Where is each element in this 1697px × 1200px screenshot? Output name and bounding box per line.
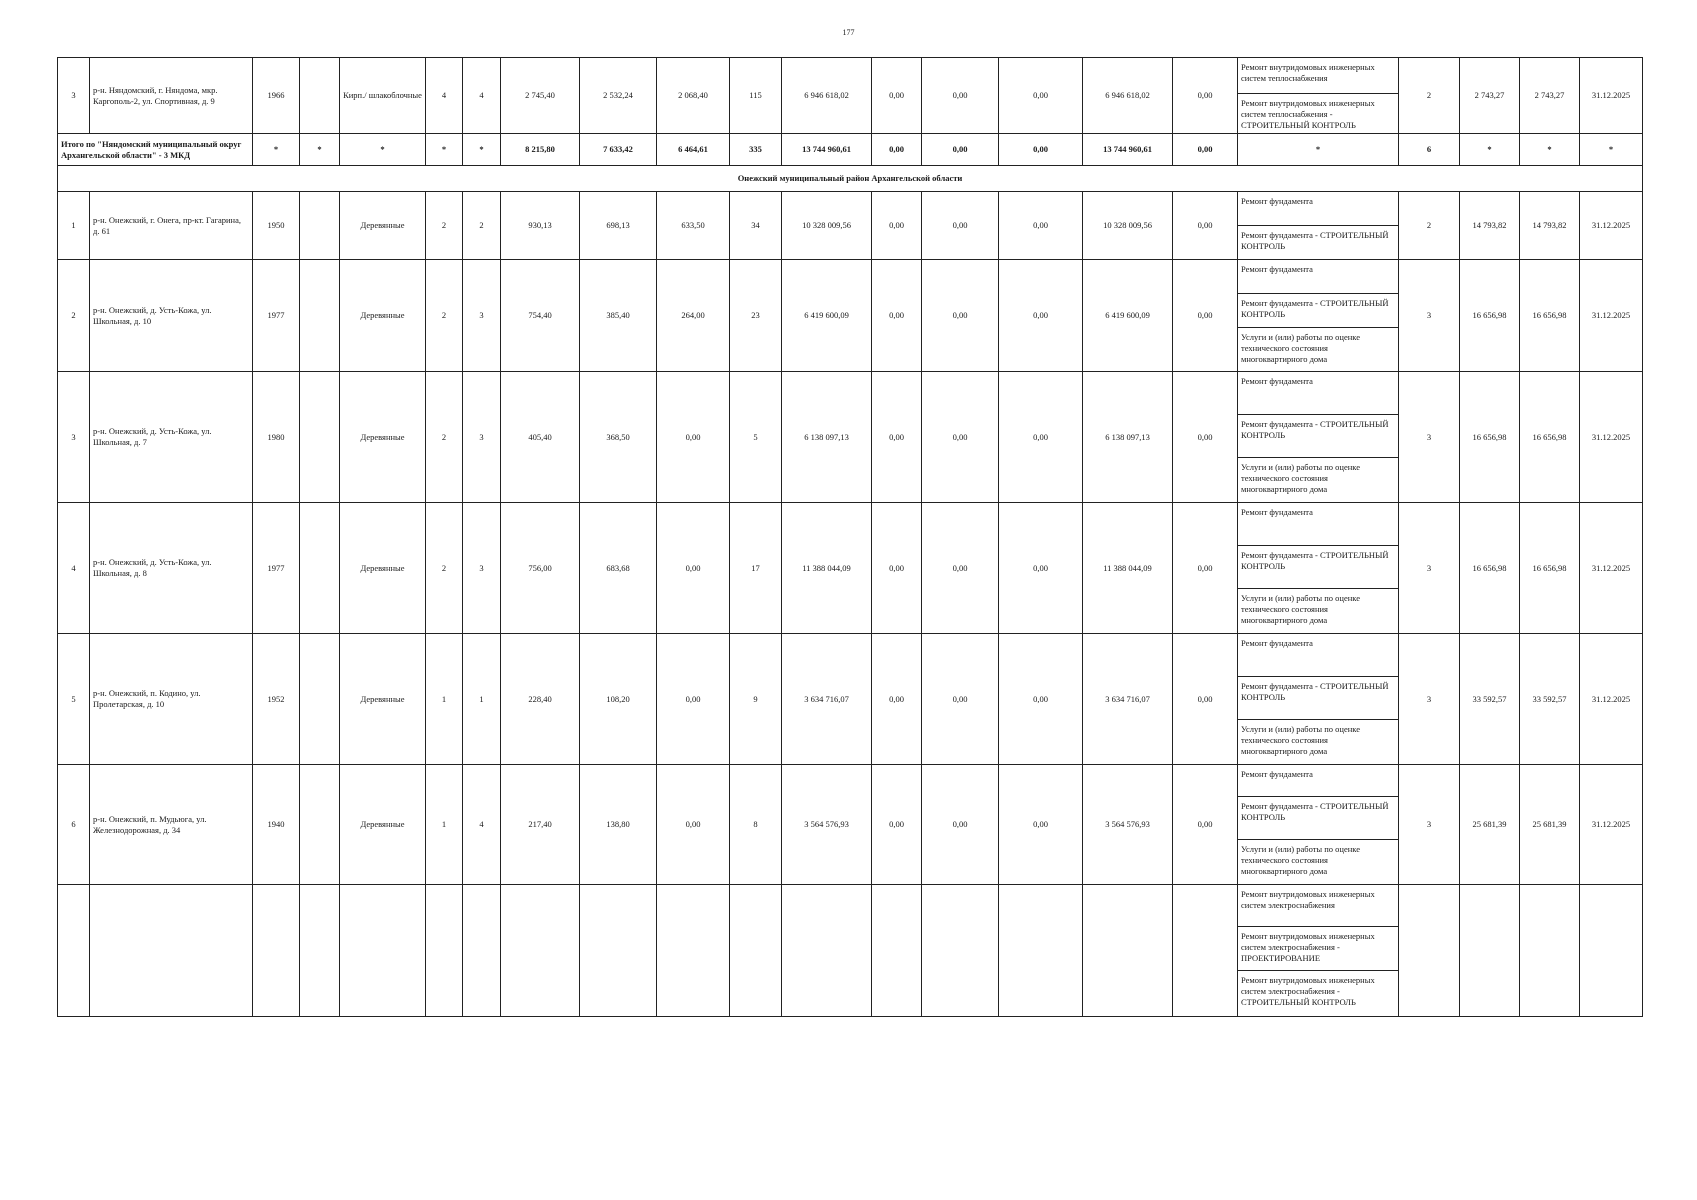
subtotal-work-count: 6 — [1399, 134, 1460, 166]
cost-per-sqm-cell: 2 743,27 — [1460, 58, 1520, 134]
work-type-cell: Ремонт фундамента - СТРОИТЕЛЬНЫЙ КОНТРОЛЬ — [1238, 677, 1399, 720]
address-cell: р-н. Онежский, п. Кодино, ул. Пролетарская, д. 10 — [90, 634, 253, 765]
table-row — [58, 765, 1643, 797]
cost-per-sqm-cell: 16 656,98 — [1460, 503, 1520, 634]
floors-cell: 2 — [426, 260, 463, 372]
deadline-cell: 31.12.2025 — [1580, 260, 1643, 372]
owned-area-cell: 0,00 — [657, 765, 730, 885]
work-type-cell: Ремонт фундамента — [1238, 765, 1399, 797]
table-row — [58, 634, 1643, 677]
year-built-cell: 1940 — [253, 765, 300, 885]
total-area-cell: 228,40 — [501, 634, 580, 765]
owned-area-cell: 2 068,40 — [657, 58, 730, 134]
living-area-cell: 2 532,24 — [580, 58, 657, 134]
max-cost-per-sqm-cell: 33 592,57 — [1520, 634, 1580, 765]
living-area-cell: 368,50 — [580, 372, 657, 503]
deadline-cell: 31.12.2025 — [1580, 634, 1643, 765]
row-number: 6 — [58, 765, 90, 885]
subtotal-row — [58, 134, 1643, 166]
fund-other-cell: 0,00 — [1173, 503, 1238, 634]
living-area-cell — [580, 885, 657, 1017]
work-type-cell: Ремонт внутридомовых инженерных систем теплоснабжения - СТРОИТЕЛЬНЫЙ КОНТРОЛЬ — [1238, 94, 1399, 134]
total-area-cell: 756,00 — [501, 503, 580, 634]
fund-regional-cell: 0,00 — [922, 260, 999, 372]
max-cost-per-sqm-cell: 2 743,27 — [1520, 58, 1580, 134]
max-cost-per-sqm-cell: 14 793,82 — [1520, 192, 1580, 260]
fund-federal-cell: 0,00 — [872, 503, 922, 634]
fund-owners-cell: 6 138 097,13 — [1083, 372, 1173, 503]
total-area-cell: 217,40 — [501, 765, 580, 885]
row-number: 3 — [58, 372, 90, 503]
total-area-cell: 754,40 — [501, 260, 580, 372]
total-area-cell: 405,40 — [501, 372, 580, 503]
cost-per-sqm-cell: 16 656,98 — [1460, 260, 1520, 372]
page-number: 177 — [842, 28, 855, 37]
fund-other-cell: 0,00 — [1173, 634, 1238, 765]
fund-regional-cell: 0,00 — [922, 372, 999, 503]
residents-cell — [730, 885, 782, 1017]
region-title: Онежский муниципальный район Архангельской области — [58, 166, 1643, 192]
wall-material-cell: Деревянные — [340, 634, 426, 765]
fund-local-cell — [999, 885, 1083, 1017]
year-reconstructed-cell — [300, 260, 340, 372]
wall-material-cell — [340, 885, 426, 1017]
subtotal-fund-local: 0,00 — [999, 134, 1083, 166]
cost-per-sqm-cell — [1460, 885, 1520, 1017]
fund-regional-cell: 0,00 — [922, 503, 999, 634]
owned-area-cell — [657, 885, 730, 1017]
fund-owners-cell — [1083, 885, 1173, 1017]
work-count-cell: 3 — [1399, 260, 1460, 372]
cost-total-cell: 11 388 044,09 — [782, 503, 872, 634]
floors-cell: 2 — [426, 372, 463, 503]
fund-federal-cell: 0,00 — [872, 58, 922, 134]
work-count-cell: 2 — [1399, 58, 1460, 134]
residents-cell: 115 — [730, 58, 782, 134]
floors-cell — [426, 885, 463, 1017]
fund-local-cell: 0,00 — [999, 634, 1083, 765]
residents-cell: 5 — [730, 372, 782, 503]
fund-local-cell: 0,00 — [999, 765, 1083, 885]
work-type-cell: Ремонт фундамента - СТРОИТЕЛЬНЫЙ КОНТРОЛЬ — [1238, 797, 1399, 840]
year-built-cell: 1980 — [253, 372, 300, 503]
fund-local-cell: 0,00 — [999, 260, 1083, 372]
region-header-row — [58, 166, 1643, 192]
owned-area-cell: 633,50 — [657, 192, 730, 260]
work-count-cell: 3 — [1399, 634, 1460, 765]
work-count-cell: 2 — [1399, 192, 1460, 260]
residents-cell: 34 — [730, 192, 782, 260]
year-built-cell — [253, 885, 300, 1017]
fund-federal-cell: 0,00 — [872, 260, 922, 372]
subtotal-wall-material: * — [340, 134, 426, 166]
max-cost-per-sqm-cell: 16 656,98 — [1520, 260, 1580, 372]
cost-total-cell — [782, 885, 872, 1017]
subtotal-year-reconstructed: * — [300, 134, 340, 166]
cost-per-sqm-cell: 16 656,98 — [1460, 372, 1520, 503]
work-type-cell: Ремонт фундамента — [1238, 372, 1399, 415]
work-type-cell: Услуги и (или) работы по оценке технического состояния многоквартирного дома — [1238, 720, 1399, 765]
max-cost-per-sqm-cell — [1520, 885, 1580, 1017]
work-count-cell: 3 — [1399, 503, 1460, 634]
cost-per-sqm-cell: 33 592,57 — [1460, 634, 1520, 765]
cost-total-cell: 6 419 600,09 — [782, 260, 872, 372]
year-built-cell: 1966 — [253, 58, 300, 134]
year-reconstructed-cell — [300, 634, 340, 765]
year-reconstructed-cell — [300, 765, 340, 885]
total-area-cell: 2 745,40 — [501, 58, 580, 134]
year-reconstructed-cell — [300, 372, 340, 503]
work-type-cell: Услуги и (или) работы по оценке технического состояния многоквартирного дома — [1238, 589, 1399, 634]
residents-cell: 17 — [730, 503, 782, 634]
deadline-cell: 31.12.2025 — [1580, 765, 1643, 885]
work-type-cell: Ремонт внутридомовых инженерных систем теплоснабжения — [1238, 58, 1399, 94]
year-built-cell: 1977 — [253, 503, 300, 634]
work-type-cell: Ремонт фундамента — [1238, 503, 1399, 546]
fund-owners-cell: 6 946 618,02 — [1083, 58, 1173, 134]
residents-cell: 8 — [730, 765, 782, 885]
deadline-cell: 31.12.2025 — [1580, 372, 1643, 503]
address-cell: р-н. Онежский, г. Онега, пр-кт. Гагарина, д. 61 — [90, 192, 253, 260]
subtotal-works: * — [1238, 134, 1399, 166]
subtotal-label: Итого по "Няндомский муниципальный округ Архангельской области" - 3 МКД — [58, 134, 253, 166]
floors-cell: 1 — [426, 634, 463, 765]
work-count-cell: 3 — [1399, 372, 1460, 503]
floors-cell: 4 — [426, 58, 463, 134]
fund-regional-cell — [922, 885, 999, 1017]
max-cost-per-sqm-cell: 16 656,98 — [1520, 372, 1580, 503]
deadline-cell: 31.12.2025 — [1580, 503, 1643, 634]
work-type-cell: Ремонт фундамента — [1238, 192, 1399, 226]
wall-material-cell: Деревянные — [340, 192, 426, 260]
fund-other-cell: 0,00 — [1173, 58, 1238, 134]
work-type-cell: Ремонт фундамента — [1238, 260, 1399, 294]
fund-local-cell: 0,00 — [999, 58, 1083, 134]
cost-total-cell: 3 564 576,93 — [782, 765, 872, 885]
work-type-cell: Услуги и (или) работы по оценке технического состояния многоквартирного дома — [1238, 840, 1399, 885]
entrances-cell: 3 — [463, 503, 501, 634]
address-cell: р-н. Онежский, д. Усть-Кожа, ул. Школьная, д. 7 — [90, 372, 253, 503]
year-reconstructed-cell — [300, 503, 340, 634]
cost-per-sqm-cell: 14 793,82 — [1460, 192, 1520, 260]
work-type-cell: Ремонт внутридомовых инженерных систем электроснабжения - СТРОИТЕЛЬНЫЙ КОНТРОЛЬ — [1238, 971, 1399, 1017]
fund-other-cell: 0,00 — [1173, 260, 1238, 372]
subtotal-fund-other: 0,00 — [1173, 134, 1238, 166]
cost-total-cell: 6 946 618,02 — [782, 58, 872, 134]
cost-total-cell: 10 328 009,56 — [782, 192, 872, 260]
work-count-cell — [1399, 885, 1460, 1017]
living-area-cell: 385,40 — [580, 260, 657, 372]
subtotal-total-area: 8 215,80 — [501, 134, 580, 166]
wall-material-cell: Деревянные — [340, 372, 426, 503]
work-count-cell: 3 — [1399, 765, 1460, 885]
living-area-cell: 698,13 — [580, 192, 657, 260]
entrances-cell: 3 — [463, 260, 501, 372]
subtotal-year-built: * — [253, 134, 300, 166]
fund-federal-cell: 0,00 — [872, 372, 922, 503]
subtotal-deadline: * — [1580, 134, 1643, 166]
subtotal-residents: 335 — [730, 134, 782, 166]
table-row — [58, 503, 1643, 546]
deadline-cell: 31.12.2025 — [1580, 58, 1643, 134]
fund-other-cell: 0,00 — [1173, 192, 1238, 260]
owned-area-cell: 0,00 — [657, 503, 730, 634]
table-row — [58, 58, 1643, 94]
fund-regional-cell: 0,00 — [922, 192, 999, 260]
subtotal-cost-per-sqm: * — [1460, 134, 1520, 166]
deadline-cell: 31.12.2025 — [1580, 192, 1643, 260]
address-cell: р-н. Онежский, д. Усть-Кожа, ул. Школьная, д. 10 — [90, 260, 253, 372]
row-number: 3 — [58, 58, 90, 134]
living-area-cell: 683,68 — [580, 503, 657, 634]
subtotal-floors: * — [426, 134, 463, 166]
wall-material-cell: Деревянные — [340, 503, 426, 634]
entrances-cell: 1 — [463, 634, 501, 765]
work-type-cell: Ремонт фундамента - СТРОИТЕЛЬНЫЙ КОНТРОЛЬ — [1238, 294, 1399, 328]
table-body — [58, 58, 1643, 1017]
subtotal-cost-total: 13 744 960,61 — [782, 134, 872, 166]
owned-area-cell: 0,00 — [657, 634, 730, 765]
work-type-cell: Ремонт фундамента - СТРОИТЕЛЬНЫЙ КОНТРОЛЬ — [1238, 226, 1399, 260]
subtotal-max-cost-per-sqm: * — [1520, 134, 1580, 166]
work-type-cell: Услуги и (или) работы по оценке технического состояния многоквартирного дома — [1238, 328, 1399, 372]
owned-area-cell: 0,00 — [657, 372, 730, 503]
fund-owners-cell: 3 634 716,07 — [1083, 634, 1173, 765]
year-built-cell: 1952 — [253, 634, 300, 765]
living-area-cell: 108,20 — [580, 634, 657, 765]
fund-other-cell: 0,00 — [1173, 765, 1238, 885]
year-reconstructed-cell — [300, 192, 340, 260]
fund-local-cell: 0,00 — [999, 192, 1083, 260]
cost-total-cell: 6 138 097,13 — [782, 372, 872, 503]
address-cell: р-н. Онежский, д. Усть-Кожа, ул. Школьная, д. 8 — [90, 503, 253, 634]
deadline-cell — [1580, 885, 1643, 1017]
address-cell — [90, 885, 253, 1017]
table-row — [58, 372, 1643, 415]
subtotal-living-area: 7 633,42 — [580, 134, 657, 166]
row-number: 1 — [58, 192, 90, 260]
fund-local-cell: 0,00 — [999, 503, 1083, 634]
fund-owners-cell: 10 328 009,56 — [1083, 192, 1173, 260]
entrances-cell: 4 — [463, 58, 501, 134]
year-reconstructed-cell — [300, 58, 340, 134]
table-row — [58, 192, 1643, 226]
fund-regional-cell: 0,00 — [922, 765, 999, 885]
work-type-cell: Услуги и (или) работы по оценке технического состояния многоквартирного дома — [1238, 458, 1399, 503]
fund-other-cell — [1173, 885, 1238, 1017]
work-type-cell: Ремонт внутридомовых инженерных систем электроснабжения — [1238, 885, 1399, 927]
fund-other-cell: 0,00 — [1173, 372, 1238, 503]
subtotal-fund-regional: 0,00 — [922, 134, 999, 166]
table-row — [58, 260, 1643, 294]
living-area-cell: 138,80 — [580, 765, 657, 885]
fund-local-cell: 0,00 — [999, 372, 1083, 503]
entrances-cell — [463, 885, 501, 1017]
fund-federal-cell: 0,00 — [872, 192, 922, 260]
fund-federal-cell: 0,00 — [872, 765, 922, 885]
year-built-cell: 1977 — [253, 260, 300, 372]
work-type-cell: Ремонт фундамента — [1238, 634, 1399, 677]
owned-area-cell: 264,00 — [657, 260, 730, 372]
wall-material-cell: Деревянные — [340, 765, 426, 885]
work-type-cell: Ремонт фундамента - СТРОИТЕЛЬНЫЙ КОНТРОЛЬ — [1238, 546, 1399, 589]
entrances-cell: 2 — [463, 192, 501, 260]
year-built-cell: 1950 — [253, 192, 300, 260]
address-cell: р-н. Онежский, п. Мудьюга, ул. Железнодорожная, д. 34 — [90, 765, 253, 885]
cost-per-sqm-cell: 25 681,39 — [1460, 765, 1520, 885]
wall-material-cell: Кирп./ шлакоблочные — [340, 58, 426, 134]
entrances-cell: 4 — [463, 765, 501, 885]
floors-cell: 2 — [426, 192, 463, 260]
fund-owners-cell: 11 388 044,09 — [1083, 503, 1173, 634]
residents-cell: 9 — [730, 634, 782, 765]
total-area-cell — [501, 885, 580, 1017]
address-cell: р-н. Няндомский, г. Няндома, мкр. Каргополь-2, ул. Спортивная, д. 9 — [90, 58, 253, 134]
floors-cell: 1 — [426, 765, 463, 885]
cost-total-cell: 3 634 716,07 — [782, 634, 872, 765]
repair-program-table — [57, 57, 1643, 1017]
work-type-cell: Ремонт фундамента - СТРОИТЕЛЬНЫЙ КОНТРОЛЬ — [1238, 415, 1399, 458]
table-row — [58, 885, 1643, 927]
work-type-cell: Ремонт внутридомовых инженерных систем электроснабжения - ПРОЕКТИРОВАНИЕ — [1238, 927, 1399, 971]
fund-owners-cell: 6 419 600,09 — [1083, 260, 1173, 372]
max-cost-per-sqm-cell: 16 656,98 — [1520, 503, 1580, 634]
fund-owners-cell: 3 564 576,93 — [1083, 765, 1173, 885]
floors-cell: 2 — [426, 503, 463, 634]
row-number — [58, 885, 90, 1017]
entrances-cell: 3 — [463, 372, 501, 503]
fund-federal-cell — [872, 885, 922, 1017]
max-cost-per-sqm-cell: 25 681,39 — [1520, 765, 1580, 885]
year-reconstructed-cell — [300, 885, 340, 1017]
row-number: 2 — [58, 260, 90, 372]
subtotal-fund-owners: 13 744 960,61 — [1083, 134, 1173, 166]
fund-regional-cell: 0,00 — [922, 58, 999, 134]
subtotal-entrances: * — [463, 134, 501, 166]
fund-regional-cell: 0,00 — [922, 634, 999, 765]
subtotal-fund-federal: 0,00 — [872, 134, 922, 166]
row-number: 5 — [58, 634, 90, 765]
residents-cell: 23 — [730, 260, 782, 372]
wall-material-cell: Деревянные — [340, 260, 426, 372]
subtotal-owned-area: 6 464,61 — [657, 134, 730, 166]
total-area-cell: 930,13 — [501, 192, 580, 260]
fund-federal-cell: 0,00 — [872, 634, 922, 765]
row-number: 4 — [58, 503, 90, 634]
